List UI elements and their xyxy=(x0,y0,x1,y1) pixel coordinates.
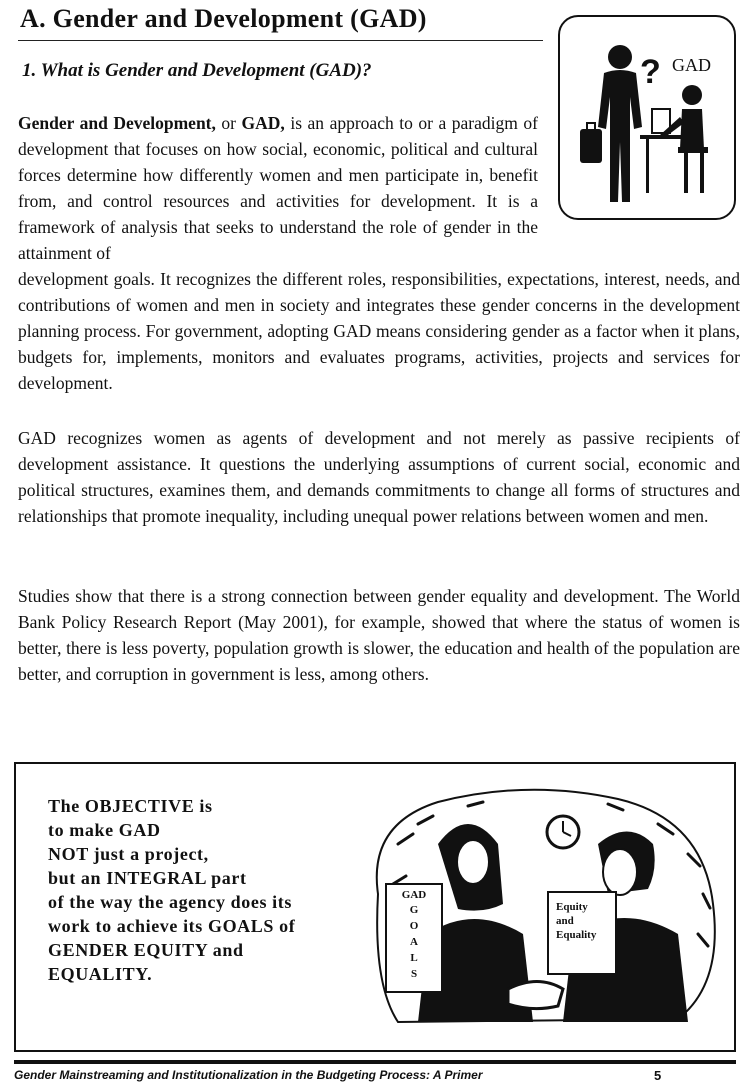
gad-illustration-label: GAD xyxy=(672,55,711,75)
footer-rule xyxy=(14,1060,736,1064)
equity-doc-line: Equality xyxy=(556,929,597,941)
goals-document xyxy=(386,888,442,982)
footer-title: Gender Mainstreaming and Institutionalization in the Budgeting Process: A Primer xyxy=(14,1068,483,1082)
objective-line: GENDER EQUITY and xyxy=(48,940,244,960)
equity-document xyxy=(550,900,622,942)
objective-line: The OBJECTIVE is xyxy=(48,796,213,816)
objective-line: to make GAD xyxy=(48,820,161,840)
paragraph-1a-text: is an approach to or a paradigm of development that focuses on how social, economic, political and cultural forces determine how differently women and men participate in, benefit from, and control resources and activities for development. It is a framework of analysis that seeks to understand the role of gender in the attainment of xyxy=(18,113,538,263)
equity-doc-line: Equity xyxy=(556,901,588,913)
paragraph-3: Studies show that there is a strong connection between gender equality and development. The World Bank Policy Research Report (May 2001), for example, showed that where the status of women is better, there is less poverty, population growth is slower, the education and health of the population are better, and corruption in government is less, among others. xyxy=(18,586,740,684)
subheading: 1. What is Gender and Development (GAD)? xyxy=(22,60,372,81)
paragraph-1-connector: or xyxy=(215,113,242,133)
page-number: 5 xyxy=(654,1068,662,1083)
goals-doc-letter: A xyxy=(410,936,418,948)
objective-line: work to achieve its GOALS of xyxy=(48,916,296,936)
objective-statement xyxy=(48,794,368,986)
paragraph-1b: development goals. It recognizes the different roles, responsibilities, expectations, interest, needs, and contributions of women and men in society and integrates these gender concerns in the development planning process. For government, adopting GAD means considering gender as a factor when it plans, budgets for, implements, monitors and evaluates programs, activities, projects and services for development. xyxy=(18,269,740,393)
paragraph-1a xyxy=(18,110,538,266)
goals-doc-letter: G xyxy=(409,904,419,916)
gad-term-bold: Gender and Development, xyxy=(18,113,216,133)
objective-line: EQUALITY. xyxy=(48,964,153,984)
gad-illustration-box xyxy=(558,15,736,220)
section-heading: A. Gender and Development (GAD) xyxy=(20,4,427,33)
gad-acronym-bold: GAD, xyxy=(241,113,285,133)
objective-line: but an INTEGRAL part xyxy=(48,868,247,888)
objective-line: NOT just a project, xyxy=(48,844,209,864)
objective-box xyxy=(14,762,736,1052)
person-question-computer-illustration xyxy=(560,17,736,220)
equity-doc-line: and xyxy=(556,915,574,927)
goals-doc-letter: L xyxy=(410,952,418,964)
paragraph-2: GAD recognizes women as agents of development and not merely as passive recipients of development assistance. It questions the underlying assumptions of current social, economic and political structures, examines them, and demands commitments to change all forms of structures and relationships that promote inequality, including unequal power relations between women and men. xyxy=(18,428,740,526)
goals-doc-title: GAD xyxy=(401,889,427,901)
goals-doc-letter: S xyxy=(410,968,418,980)
objective-line: of the way the agency does its xyxy=(48,892,292,912)
goals-doc-letter: O xyxy=(409,920,419,932)
svg-text:?: ? xyxy=(640,53,661,91)
heading-rule xyxy=(18,40,543,41)
